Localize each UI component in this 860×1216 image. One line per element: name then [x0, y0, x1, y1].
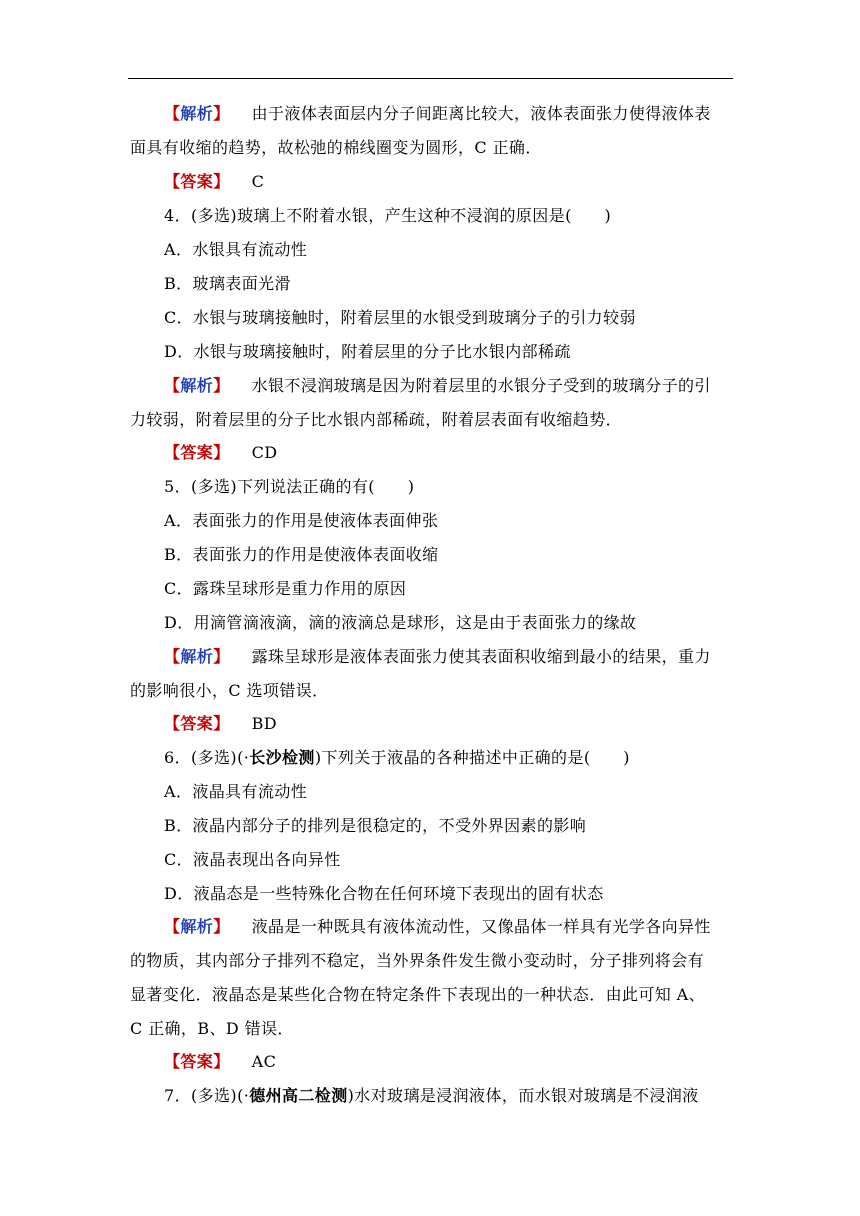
q6-stem [164, 748, 630, 768]
q4-option-b: B．玻璃表面光滑 [164, 274, 291, 293]
q4-analysis-line-2: 力较弱，附着层里的分子比水银内部稀疏，附着层表面有收缩趋势． [130, 410, 623, 429]
analysis-bracket-close: 】 [213, 647, 230, 666]
analysis-text: 液晶是一种既具有液体流动性，又像晶体一样具有光学各向异性 [251, 917, 711, 936]
analysis-bracket-close: 】 [213, 376, 230, 395]
q5-option-b: B．表面张力的作用是使液体表面收缩 [164, 545, 439, 564]
q3-answer [164, 172, 264, 192]
q5-analysis-line-1 [164, 647, 711, 667]
q4-stem: 4．(多选)玻璃上不附着水银，产生这种不浸润的原因是( ) [164, 206, 612, 225]
analysis-bracket-open: 【 [164, 376, 181, 395]
answer-label: 【答案】 [164, 714, 230, 733]
answer-value: CD [251, 443, 278, 462]
answer-label: 【答案】 [164, 172, 230, 191]
analysis-bracket-close: 】 [213, 917, 230, 936]
q6-option-c: C．液晶表现出各向异性 [164, 850, 341, 869]
q6-option-a: A．液晶具有流动性 [164, 782, 308, 801]
q6-analysis-line-3: 显著变化．液晶态是某些化合物在特定条件下表现出的一种状态．由此可知 A、 [130, 985, 706, 1004]
analysis-label: 解析 [180, 376, 214, 395]
q5-answer [164, 714, 277, 734]
q5-stem: 5．(多选)下列说法正确的有( ) [164, 477, 415, 496]
header-rule [128, 78, 733, 79]
stem-text: )下列关于液晶的各种描述中正确的是( ) [314, 748, 630, 767]
q6-option-b: B．液晶内部分子的排列是很稳定的，不受外界因素的影响 [164, 816, 587, 835]
analysis-label: 解析 [180, 104, 214, 123]
answer-value: AC [251, 1052, 277, 1071]
analysis-label: 解析 [180, 917, 214, 936]
q4-analysis-line-1 [164, 376, 711, 396]
q6-analysis-line-4: C 正确，B、D 错误． [130, 1019, 294, 1038]
answer-label: 【答案】 [164, 1052, 230, 1071]
analysis-bracket-close: 】 [213, 104, 230, 123]
q3-analysis-line-1 [164, 104, 711, 124]
analysis-bracket-open: 【 [164, 647, 181, 666]
analysis-label: 解析 [180, 647, 214, 666]
q6-analysis-line-1 [164, 917, 711, 937]
stem-text: )水对玻璃是浸润液体，而水银对玻璃是不浸润液 [347, 1086, 699, 1105]
analysis-text: 由于液体表面层内分子间距离比较大，液体表面张力使得液体表 [251, 104, 711, 123]
stem-prefix: 6．(多选)(· [164, 748, 250, 767]
answer-value: BD [251, 714, 277, 733]
q4-answer [164, 443, 277, 463]
analysis-bracket-open: 【 [164, 917, 181, 936]
q6-option-d: D．液晶态是一些特殊化合物在任何环境下表现出的固有状态 [164, 884, 604, 903]
answer-value: C [251, 172, 265, 191]
q5-option-d: D．用滴管滴液滴，滴的液滴总是球形，这是由于表面张力的缘故 [164, 613, 637, 632]
q6-answer [164, 1052, 276, 1072]
stem-source: 德州高二检测 [249, 1086, 348, 1105]
stem-source: 长沙检测 [249, 748, 315, 767]
q4-option-a: A．水银具有流动性 [164, 240, 308, 259]
q5-option-c: C．露珠呈球形是重力作用的原因 [164, 579, 407, 598]
analysis-text: 露珠呈球形是液体表面张力使其表面积收缩到最小的结果，重力 [251, 647, 711, 666]
stem-prefix: 7．(多选)(· [164, 1086, 250, 1105]
q6-analysis-line-2: 的物质，其内部分子排列不稳定，当外界条件发生微小变动时，分子排列将会有 [130, 951, 705, 970]
analysis-bracket-open: 【 [164, 104, 181, 123]
analysis-text: 水银不浸润玻璃是因为附着层里的水银分子受到的玻璃分子的引 [251, 376, 711, 395]
q5-option-a: A．表面张力的作用是使液体表面伸张 [164, 511, 439, 530]
q4-option-d: D．水银与玻璃接触时，附着层里的分子比水银内部稀疏 [164, 342, 571, 361]
q4-option-c: C．水银与玻璃接触时，附着层里的水银受到玻璃分子的引力较弱 [164, 308, 636, 327]
q3-analysis-line-2: 面具有收缩的趋势，故松弛的棉线圈变为圆形，C 正确． [130, 138, 542, 157]
q7-stem [164, 1086, 699, 1106]
answer-label: 【答案】 [164, 443, 230, 462]
q5-analysis-line-2: 的影响很小，C 选项错误． [130, 681, 329, 700]
